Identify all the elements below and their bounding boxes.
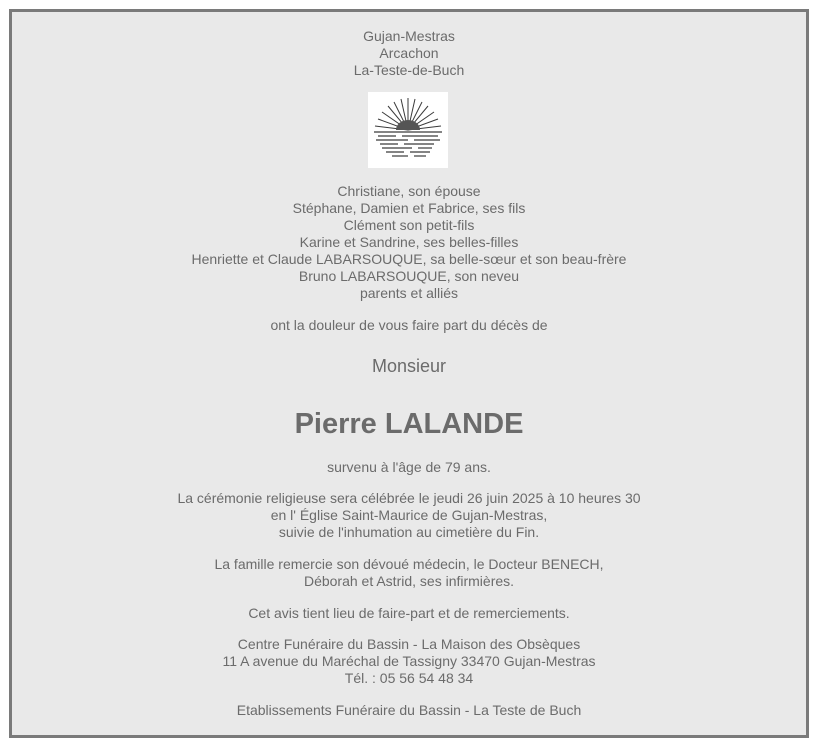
deceased-name: Pierre LALANDE — [294, 408, 524, 440]
town-line: Arcachon — [379, 45, 439, 61]
family-member: Clément son petit-fils — [343, 217, 475, 233]
family-member: Christiane, son épouse — [337, 183, 481, 199]
funeral-home-address: 11 A avenue du Maréchal de Tassigny 33470 Gujan-Mestras — [222, 653, 596, 669]
funeral-home-name: Centre Funéraire du Bassin - La Maison des Obsèques — [237, 636, 581, 652]
family-member: Stéphane, Damien et Fabrice, ses fils — [292, 200, 526, 216]
ceremony-details — [12, 490, 806, 541]
town-line: La-Teste-de-Buch — [353, 62, 465, 78]
ceremony-line: en l' Église Saint-Maurice de Gujan-Mestras, — [270, 507, 548, 523]
notice-text: Cet avis tient lieu de faire-part et de remerciements. — [248, 605, 570, 621]
family-member: Bruno LABARSOUQUE, son neveu — [298, 268, 520, 284]
announcement-text: ont la douleur de vous faire part du décès de — [270, 317, 548, 333]
town-line: Gujan-Mestras — [363, 28, 455, 44]
thanks-line: La famille remercie son dévoué médecin, le Docteur BENECH, — [214, 556, 604, 572]
civility-title: Monsieur — [371, 356, 447, 376]
ceremony-line: La cérémonie religieuse sera célébrée le jeudi 26 juin 2025 à 10 heures 30 — [177, 490, 641, 506]
footer-text: Etablissements Funéraire du Bassin - La Teste de Buch — [236, 702, 582, 718]
funeral-home-contact — [12, 636, 806, 687]
family-list — [12, 183, 806, 302]
family-member: Karine et Sandrine, ses belles-filles — [299, 234, 519, 250]
ceremony-line: suivie de l'inhumation au cimetière du Fin. — [278, 524, 540, 540]
thanks-line: Déborah et Astrid, ses infirmières. — [303, 573, 515, 589]
towns-header — [12, 28, 806, 79]
family-member: parents et alliés — [359, 285, 459, 301]
sunrise-over-sea-icon — [368, 92, 448, 168]
age-text: survenu à l'âge de 79 ans. — [327, 459, 491, 475]
family-member: Henriette et Claude LABARSOUQUE, sa belle-sœur et son beau-frère — [191, 251, 627, 267]
obituary-card — [9, 9, 809, 738]
thanks-text — [12, 556, 806, 590]
funeral-home-phone: Tél. : 05 56 54 48 34 — [344, 670, 474, 686]
